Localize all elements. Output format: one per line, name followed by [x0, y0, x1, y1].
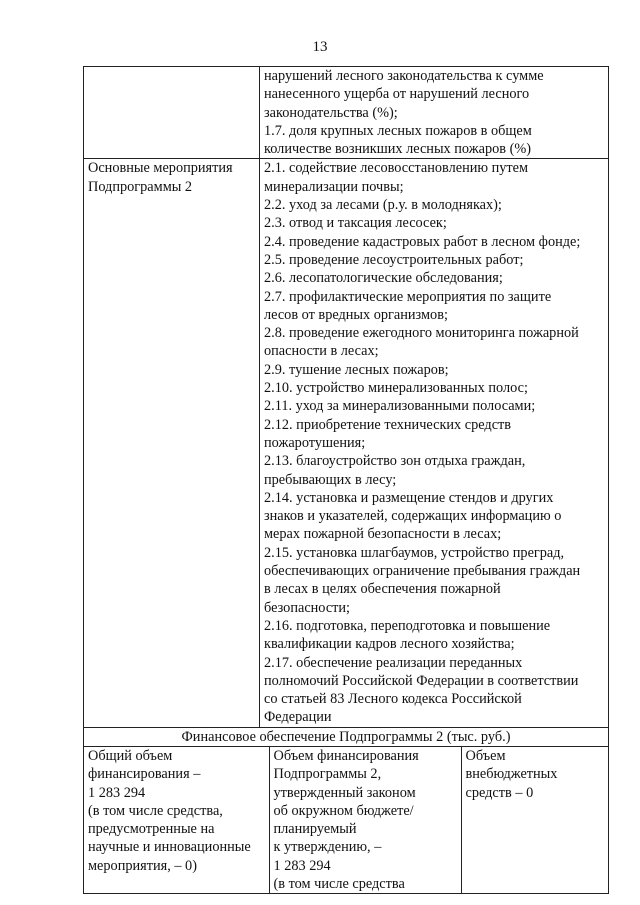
text-line: пребывающих в лесу;	[264, 471, 397, 488]
text-line: обеспечивающих ограничение пребывания граждан	[264, 563, 581, 580]
text-line: Основные мероприятия	[88, 160, 233, 177]
page-number: 13	[312, 39, 328, 55]
text-line: 2.6. лесопатологические обследования;	[264, 270, 503, 287]
text-line: (в том числе средства,	[88, 802, 223, 819]
text-line: 2.15. установка шлагбаумов, устройство преград,	[264, 544, 565, 561]
text-line: утвержденный законом	[273, 784, 416, 801]
text-line: полномочий Российской Федерации в соответствии	[264, 672, 579, 689]
text-line: 2.10. устройство минерализованных полос;	[264, 380, 528, 397]
text-line: 1.7. доля крупных лесных пожаров в общем	[264, 122, 532, 139]
text-line: знаков и указателей, содержащих информацию о	[264, 508, 562, 525]
finance-extra-budget-cell	[461, 747, 608, 893]
targets-value-cell	[260, 67, 609, 159]
text-line: 2.13. благоустройство зон отдыха граждан,	[264, 453, 526, 470]
text-line: законодательства (%);	[264, 104, 398, 121]
text-line: 2.2. уход за лесами (р.у. в молодняках);	[264, 197, 502, 214]
text-line: опасности в лесах;	[264, 343, 379, 360]
text-line: 2.16. подготовка, переподготовка и повышение	[264, 617, 551, 634]
text-line: 2.17. обеспечение реализации переданных	[264, 654, 523, 671]
text-line: Федерации	[264, 709, 332, 726]
text-line: 1 283 294	[88, 784, 146, 801]
finance-budget-cell	[269, 747, 461, 893]
text-line: со статьей 83 Лесного кодекса Российской	[264, 691, 522, 708]
text-line: к утверждению, –	[273, 839, 382, 856]
text-line: 2.7. профилактические мероприятия по защите	[264, 288, 552, 305]
text-line: научные и инновационные	[88, 839, 251, 856]
text-line: квалификации кадров лесного хозяйства;	[264, 636, 515, 653]
text-line: планируемый	[273, 821, 357, 838]
text-line: 2.3. отвод и таксация лесосек;	[264, 215, 447, 232]
text-line: пожаротушения;	[264, 434, 366, 451]
finance-header: Финансовое обеспечение Подпрограммы 2 (тыс. руб.)	[84, 727, 609, 746]
text-line: Объем финансирования	[273, 747, 419, 764]
activities-value-cell	[260, 159, 609, 727]
text-line: 2.9. тушение лесных пожаров;	[264, 361, 449, 378]
text-line: внебюджетных	[465, 766, 558, 783]
text-line: нанесенного ущерба от нарушений лесного	[264, 86, 530, 103]
table-row-main-activities	[84, 159, 609, 727]
table-row-finance-header	[84, 727, 609, 746]
text-line: 2.4. проведение кадастровых работ в лесном фонде;	[264, 233, 581, 250]
text-line: Подпрограммы 2	[88, 178, 193, 195]
text-line: финансирования –	[88, 766, 201, 783]
finance-inner-table	[84, 747, 608, 893]
text-line: безопасности;	[264, 599, 351, 616]
finance-total-cell	[84, 747, 269, 893]
text-line: в лесах в целях обеспечения пожарной	[264, 581, 501, 598]
text-line: Объем	[465, 747, 506, 764]
text-line: (в том числе средства	[273, 876, 405, 893]
targets-label-cell	[84, 67, 260, 159]
text-line: 2.5. проведение лесоустроительных работ;	[264, 251, 524, 268]
text-line: количестве возникших лесных пожаров (%)	[264, 141, 531, 158]
text-line: Подпрограммы 2,	[273, 766, 382, 783]
text-line: предусмотренные на	[88, 821, 215, 838]
text-line: 2.1. содействие лесовосстановлению путем	[264, 160, 529, 177]
text-line: 1 283 294	[273, 857, 331, 874]
text-line: минерализации почвы;	[264, 178, 404, 195]
text-line: Общий объем	[88, 747, 173, 764]
text-line: лесов от вредных организмов;	[264, 306, 448, 323]
text-line: об окружном бюджете/	[273, 802, 414, 819]
text-line: 2.11. уход за минерализованными полосами;	[264, 398, 536, 415]
activities-label-cell	[84, 159, 260, 727]
text-line: 2.12. приобретение технических средств	[264, 416, 512, 433]
table-row-finance	[84, 746, 609, 893]
table-row-targets-continuation	[84, 67, 609, 159]
text-line: мерах пожарной безопасности в лесах;	[264, 526, 502, 543]
finance-cell	[84, 746, 609, 893]
text-line: мероприятия, – 0)	[88, 857, 197, 874]
subprogram-passport-table	[83, 66, 609, 894]
text-line: 2.8. проведение ежегодного мониторинга пожарной	[264, 325, 579, 342]
text-line: средств – 0	[465, 784, 534, 801]
text-line: нарушений лесного законодательства к сумме	[264, 68, 544, 84]
text-line: 2.14. установка и размещение стендов и других	[264, 489, 554, 506]
